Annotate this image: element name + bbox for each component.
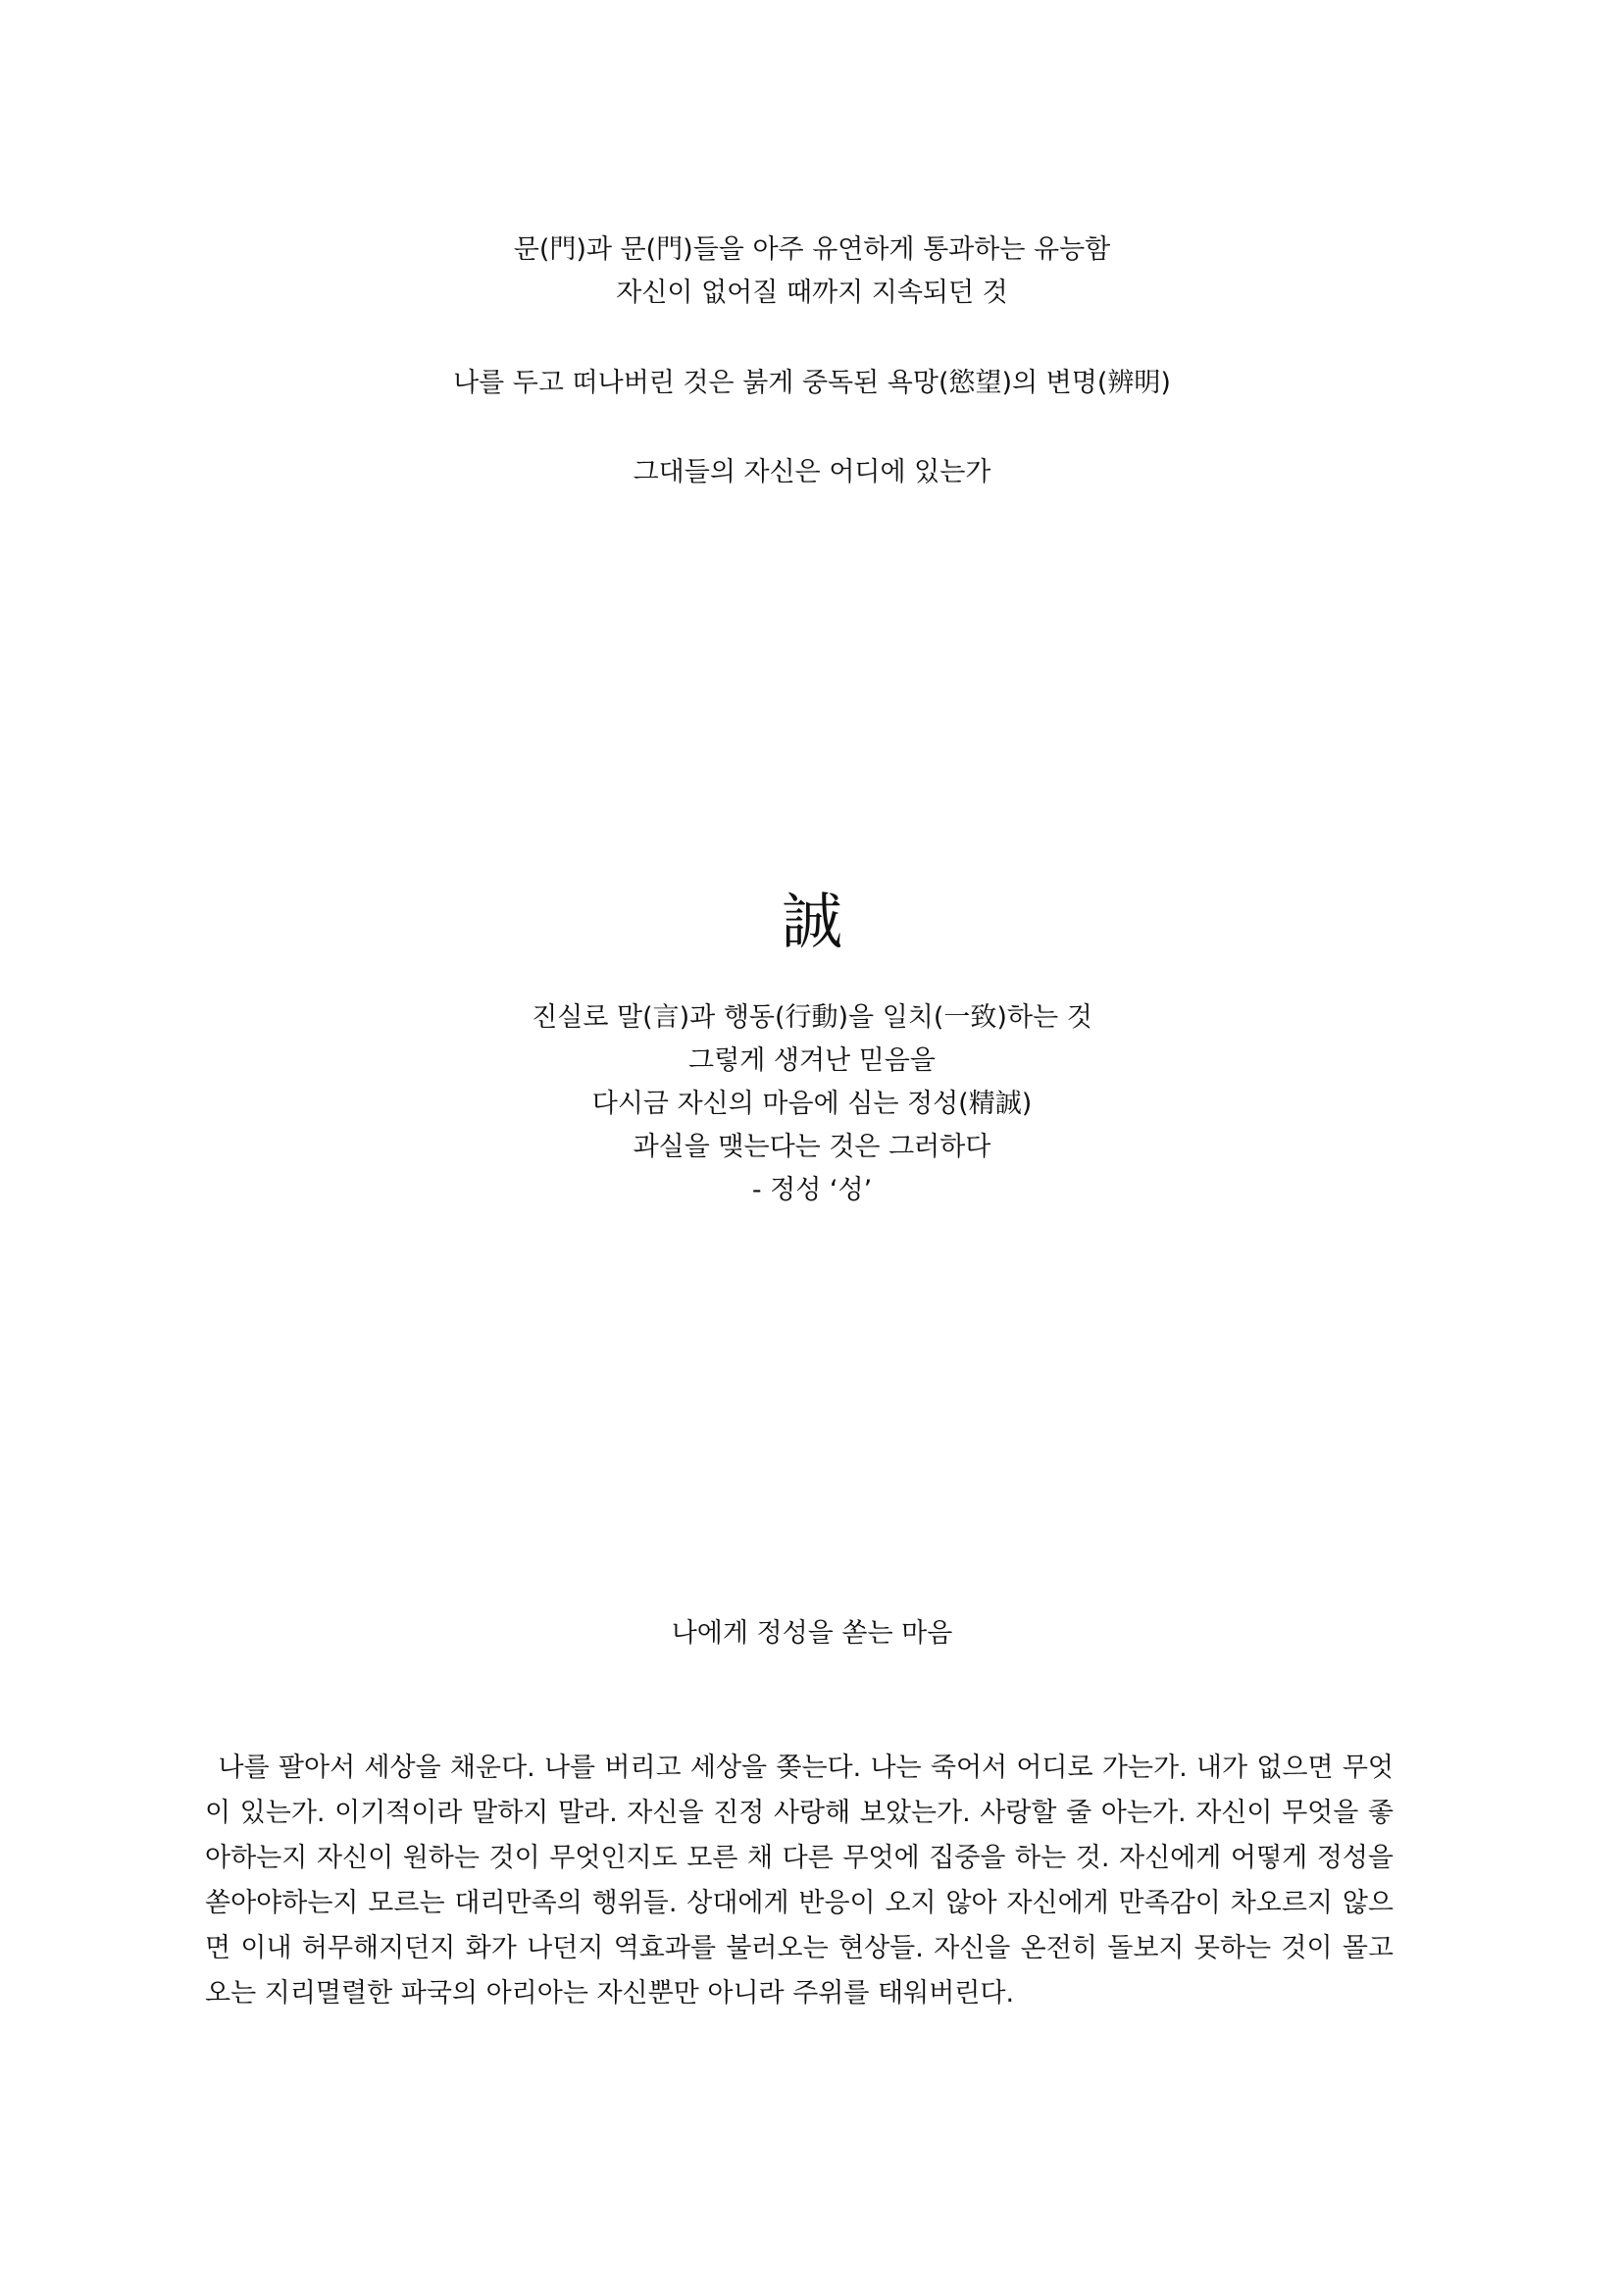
verse-attribution: - 정성 ‘성’: [751, 1175, 873, 1205]
title-character: 誠: [781, 886, 842, 957]
verse-block: [0, 996, 1624, 1212]
body-paragraph: 나를 팔아서 세상을 채운다. 나를 버리고 세상을 쫒는다. 나는 죽어서 어디로 가는가. 내가 없으면 무엇이 있는가. 이기적이라 말하지 말라. 자신을 진정 사랑해 보았는가. 사랑할 줄 아는가. 자신이 무엇을 좋아하는지 자신이 원하는 것이 무엇인지도 모른 채 다른 무엇에 집중을 하는 것. 자신에게 어떻게 정성을 쏟아야하는지 모르는 대리만족의 행위들. 상대에게 반응이 오지 않아 자신에게 만족감이 차오르지 않으면 이내 허무해지던지 화가 나던지 역효과를 불러오는 현상들. 자신을 온전히 돌보지 못하는 것이 몰고 오는 지리멸렬한 파국의 아리아는 자신뿐만 아니라 주위를 태워버린다.: [205, 1753, 1394, 2009]
verse-line: 과실을 맺는다는 것은 그러하다: [633, 1132, 991, 1162]
poem-line: 자신이 없어질 때까지 지속되던 것: [616, 278, 1008, 308]
poem-line: 그대들의 자신은 어디에 있는가: [633, 457, 991, 487]
verse-line: 그렇게 생겨난 믿음을: [688, 1045, 936, 1076]
poem-line: 문(門)과 문(門)들을 아주 유연하게 통과하는 유능함: [513, 234, 1111, 265]
verse-line: 다시금 자신의 마음에 심는 정성(精誠): [591, 1089, 1033, 1119]
poem-stanza-question: [0, 451, 1624, 494]
poem-stanza-middle: [0, 362, 1624, 405]
section-title: 나에게 정성을 쏟는 마음: [671, 1618, 953, 1649]
poem-stanza-top: [0, 229, 1624, 315]
verse-line: 진실로 말(言)과 행동(行動)을 일치(一致)하는 것: [532, 1002, 1092, 1033]
poem-line: 나를 두고 떠나버린 것은 붉게 중독된 욕망(慾望)의 변명(辨明): [453, 368, 1171, 398]
